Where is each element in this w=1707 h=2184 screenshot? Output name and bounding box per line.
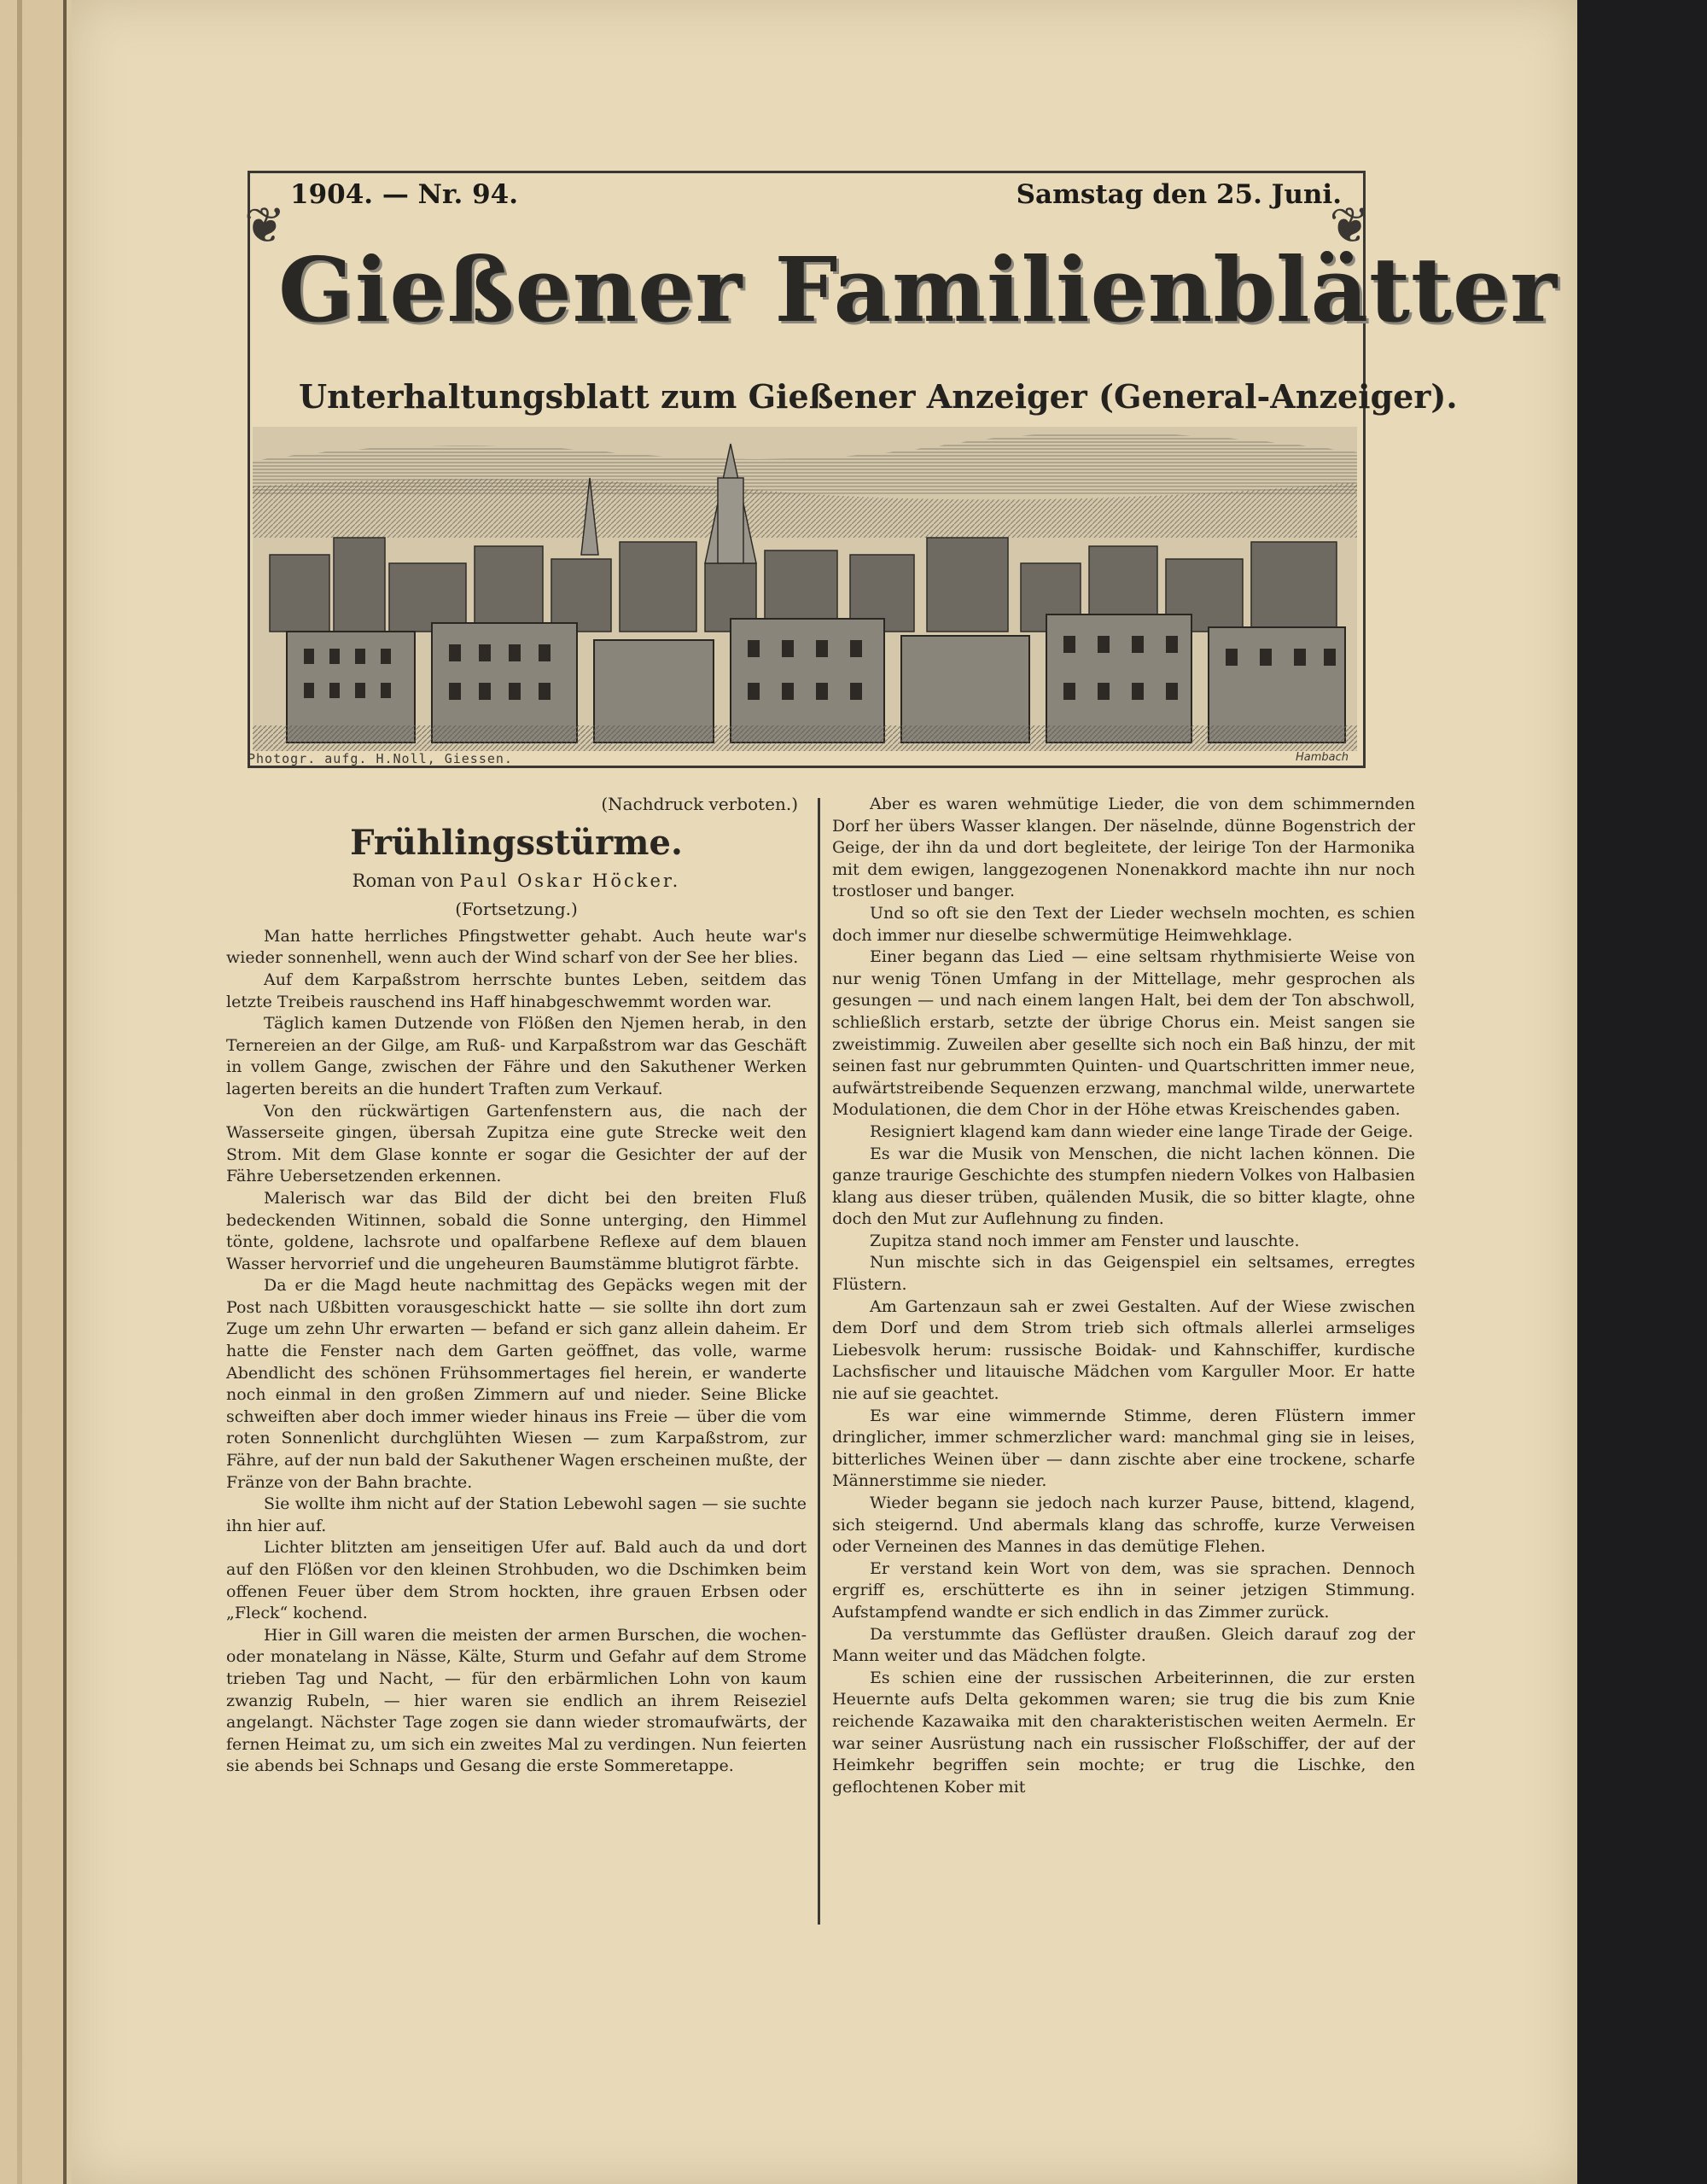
right-ornament-icon: ❦ [1329, 196, 1371, 254]
paragraph: Man hatte herrliches Pfingstwetter gehabt. Auch heute war's wieder sonnenhell, wenn auch der Wind scharf von der See her blies. [226, 926, 807, 968]
byline-prefix: Roman von [352, 870, 454, 891]
scanner-backdrop [1575, 0, 1707, 2184]
byline-author: Paul Oskar Höcker. [459, 870, 681, 891]
column-divider [818, 798, 820, 1925]
issue-date: Samstag den 25. Juni. [1016, 179, 1342, 210]
paragraph: Malerisch war das Bild der dicht bei den breiten Fluß bedeckenden Witinnen, sobald die Sonne unterging, den Himmel tönte, goldene, lachsrote und opalfarbene Reflexe auf dem blauen Wasser hervorrief und die ungeheuren Baumstämme blutigrot färbte. [226, 1188, 807, 1273]
paragraph: Täglich kamen Dutzende von Flößen den Njemen herab, in den Ternereien an der Gilge, am Ruß- und Karpaßstrom war das Geschäft in vollem Gange, zwischen der Fähre und den Sakuthener Werken lagerten bereits an die hundert Traften zum Verkauf. [226, 1014, 807, 1098]
article-column-left [226, 794, 807, 1778]
paragraph: Resigniert klagend kam dann wieder eine lange Tirade der Geige. [870, 1121, 1413, 1141]
engraver-credit: Hambach [1295, 751, 1349, 764]
paragraph: Es schien eine der russischen Arbeiterinnen, die zur ersten Heuernte aufs Delta gekommen waren; sie trug die bis zum Knie reichende Kazawaika mit den charakteristischen weiten Aermeln. Er war seiner Ausrüstung nach ein russischer Floßschiffer, der auf der Heimkehr begriffen sein mochte; er trug die Lischke, den geflochtenen Kober mit [832, 1668, 1415, 1797]
paragraph: Es war eine wimmernde Stimme, deren Flüstern immer dringlicher, immer schmerzlicher ward: manchmal ging sie in leises, bitterliches Weinen über — dann zischte aber eine trockene, scharfe Männerstimme sie nieder. [832, 1406, 1415, 1491]
issue-number: 1904. — Nr. 94. [290, 179, 518, 210]
printer-credit: Photogr. aufg. H.Noll, Giessen. [248, 751, 513, 766]
paragraph: Nun mischte sich in das Geigenspiel ein seltsames, erregtes Flüstern. [832, 1253, 1415, 1295]
paragraph: Hier in Gill waren die meisten der armen Burschen, die wochen- oder monatelang in Nässe, Kälte, Sturm und Gefahr auf dem Strome trieben Tag und Nacht, — für den erbärmlichen Lohn von kaum zwanzig Rubeln, — hier waren sie endlich an ihrem Reiseziel angelangt. Nächster Tage zogen sie dann wieder stromaufwärts, der fernen Heimat zu, um sich ein zweites Mal zu verdingen. Nun feierten sie abends bei Schnaps und Gesang die erste Sommeretappe. [226, 1625, 807, 1776]
masthead-title: Gießener Familienblätter [278, 237, 1558, 342]
paragraph: Auf dem Karpaßstrom herrschte buntes Leben, seitdem das letzte Treibeis rauschend ins Haff hinabgeschwemmt worden war. [226, 970, 807, 1011]
article-byline [226, 871, 807, 893]
paragraph: Da verstummte das Geflüster draußen. Gleich darauf zog der Mann weiter und das Mädchen folgte. [832, 1624, 1415, 1666]
paragraph: Er verstand kein Wort von dem, was sie sprachen. Dennoch ergriff es, erschütterte es ihn in seiner jetzigen Stimmung. Aufstampfend wandte er sich endlich in das Zimmer zurück. [832, 1558, 1415, 1622]
paragraph: Sie wollte ihm nicht auf der Station Lebewohl sagen — sie suchte ihn hier auf. [226, 1494, 807, 1535]
masthead [244, 171, 1558, 768]
article-column-right [832, 794, 1415, 1798]
reprint-notice: (Nachdruck verboten.) [601, 794, 798, 814]
paragraph: Da er die Magd heute nachmittag des Gepäcks wegen mit der Post nach Ußbitten vorausgeschickt hatte — sie sollte ihn dort zum Zuge um zehn Uhr erwarten — befand er sich ganz allein daheim. Er hatte die Fenster nach dem Garten geöffnet, das volle, warme Abendlicht des schönen Frühsommertages fiel herein, er wanderte noch einmal in den großen Zimmern auf und nieder. Seine Blicke schweiften aber doch immer wieder hinaus ins Freie — über die vom roten Sonnenlicht durchglühten Wiesen — zum Karpaßstrom, zur Fähre, auf der nun bald der Sakuthener Wagen erscheinen mußte, der Fränze von der Bahn brachte. [226, 1276, 807, 1492]
paragraph: Einer begann das Lied — eine seltsam rhythmisierte Weise von nur wenig Tönen Umfang in der Mittellage, mehr gesprochen als gesungen — und nach einem langen Halt, bei dem der Ton abschwoll, schließlich erstarb, setzte der übrige Chorus ein. Meist sangen sie zweistimmig. Zuweilen aber gesellte sich noch ein Baß hinzu, der mit seinen fast nur gebrummten Quinten- und Quartschritten immer neue, aufwärtstreibende Sequenzen erzwang, manchmal wilde, unerwartete Modulationen, die dem Chor in der Höhe etwas Kreischendes gaben. [832, 947, 1415, 1120]
continuation-note: (Fortsetzung.) [455, 899, 578, 920]
left-ornament-icon: ❦ [244, 196, 286, 254]
paragraph: Zupitza stand noch immer am Fenster und lauschte. [870, 1231, 1300, 1250]
paragraph: Es war die Musik von Menschen, die nicht lachen können. Die ganze traurige Geschichte des stumpfen niedern Volkes von Halbasien klang aus dieser trüben, quälenden Musik, die so bitter klagte, ohne doch den Mut zur Auflehnung zu finden. [832, 1144, 1415, 1229]
paragraph: Wieder begann sie jedoch nach kurzer Pause, bittend, klagend, sich steigernd. Und abermals klang das schroffe, kurze Verweisen oder Verneinen des Mannes in das demütige Flehen. [832, 1494, 1415, 1557]
article-heading: Frühlingsstürme. [350, 822, 683, 863]
paragraph: Und so oft sie den Text der Lieder wechseln mochten, es schien doch immer nur dieselbe schwermütige Heimwehklage. [832, 903, 1415, 945]
paragraph: Am Gartenzaun sah er zwei Gestalten. Auf der Wiese zwischen dem Dorf und dem Strom trieb sich oftmals allerlei armseliges Liebesvolk herum: russische Boidak- und Kahnschiffer, kurdische Lachsfischer und litauische Mädchen vom Karguller Moor. Er hatte nie auf sie geachtet. [832, 1296, 1415, 1404]
masthead-subtitle: Unterhaltungsblatt zum Gießener Anzeiger (General-Anzeiger). [299, 377, 1458, 416]
facing-page-edge [0, 0, 67, 2184]
paragraph: Von den rückwärtigen Gartenfenstern aus, die nach der Wasserseite gingen, übersah Zupitza eine gute Strecke weit den Strom. Mit dem Glase konnte er sogar die Gesichter der auf der Fähre Uebersetzenden erkennen. [226, 1101, 807, 1186]
paragraph: Aber es waren wehmütige Lieder, die von dem schimmernden Dorf her übers Wasser klangen. Der näselnde, dünne Bogenstrich der Geige, der ihn da und dort begleitete, der leirige Ton der Harmonika mit dem ewigen, langgezogenen Nonenakkord machte ihn nur noch trostloser und banger. [832, 795, 1415, 901]
paragraph: Lichter blitzten am jenseitigen Ufer auf. Bald auch da und dort auf den Flößen vor den kleinen Strohbuden, wo die Dschimken beim offenen Feuer über dem Strom hockten, ihre grauen Erbsen oder „Fleck“ kochend. [226, 1538, 807, 1623]
city-panorama-engraving [253, 427, 1357, 751]
